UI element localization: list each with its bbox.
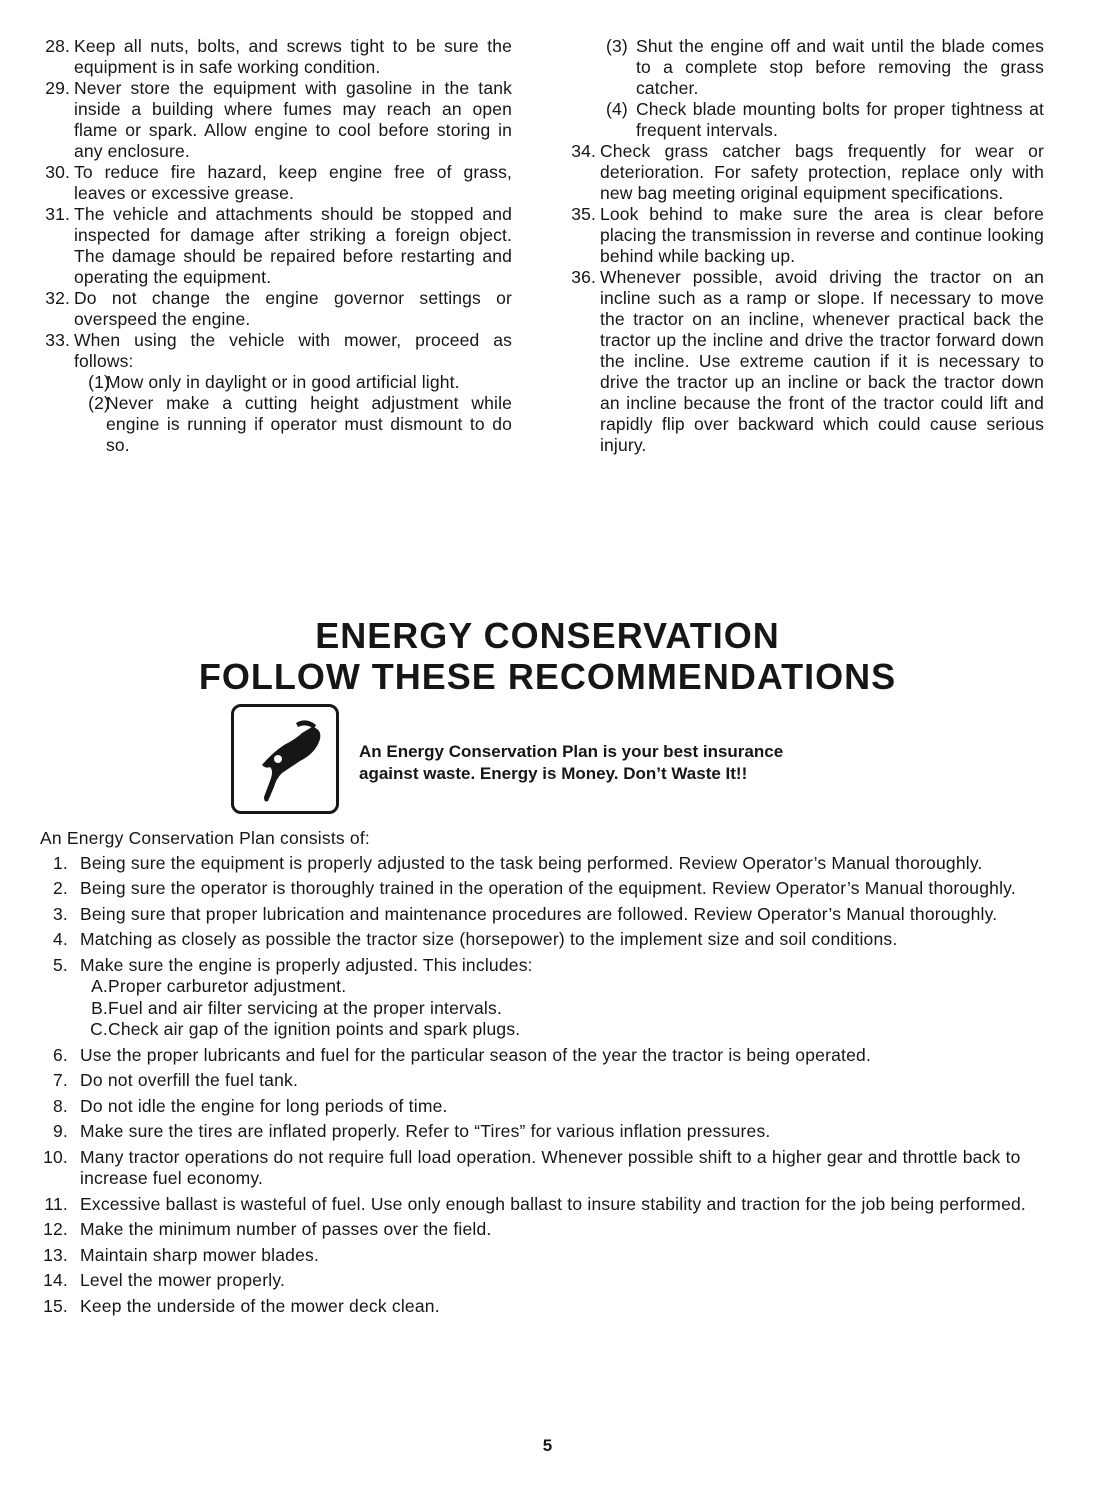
fuel-nozzle-icon <box>240 713 330 805</box>
list-item: 32. Do not change the engine governor settings or overspeed the engine. <box>45 288 512 329</box>
list-item: 33. When using the vehicle with mower, proceed as follows: (1) Mow only in daylight or in good artificial light. (2) Never make a cutting height adjustment while engine is running if operator must dismount to do so. <box>45 330 512 455</box>
list-item: 11. Excessive ballast is wasteful of fuel. Use only enough ballast to insure stability and traction for the job being performed. <box>44 1193 1026 1214</box>
sub-list-item: (3) Shut the engine off and wait until the blade comes to a complete stop before removing the grass catcher. <box>606 36 1044 98</box>
section-subtitle: FOLLOW THESE RECOMMENDATIONS <box>198 656 897 697</box>
right-column <box>560 36 1044 456</box>
sub-list-item: (1) Mow only in daylight or in good artificial light. <box>88 372 460 392</box>
list-item: 9. Make sure the tires are inflated properly. Refer to “Tires” for various inflation pressures. <box>53 1121 771 1141</box>
icon-frame <box>231 704 339 814</box>
continued-subitems <box>560 36 1044 141</box>
sub-list-item: (2) Never make a cutting height adjustment while engine is running if operator must dismount to do so. <box>88 393 512 455</box>
list-item: 12. Make the minimum number of passes over the field. <box>43 1219 492 1239</box>
list-item: 6. Use the proper lubricants and fuel for the particular season of the year the tractor is being operated. <box>53 1044 872 1065</box>
list-item: 35. Look behind to make sure the area is clear before placing the transmission in reverse and continue looking behind while backing up. <box>571 204 1044 266</box>
sub-list <box>80 976 1044 1041</box>
list-item: 31. The vehicle and attachments should be stopped and inspected for damage after striking a foreign object. The damage should be repaired before restarting and operating the equipment. <box>45 204 512 287</box>
list-item: 29. Never store the equipment with gasoline in the tank inside a building where fumes may reach an open flame or spark. Allow engine to cool before storing in any enclosure. <box>45 78 512 161</box>
sub-list-item: (4) Check blade mounting bolts for proper tightness at frequent intervals. <box>606 99 1044 140</box>
list-item: 2. Being sure the operator is thoroughly trained in the operation of the equipment. Review Operator’s Manual thoroughly. <box>53 878 1016 898</box>
list-item: 30. To reduce fire hazard, keep engine free of grass, leaves or excessive grease. <box>45 162 512 203</box>
list-item: 10. Many tractor operations do not require full load operation. Whenever possible shift to a higher gear and throttle back to increase fuel economy. <box>43 1146 1021 1188</box>
list-item: 34. Check grass catcher bags frequently for wear or deterioration. For safety protection, replace only with new bag meeting original equipment specifications. <box>571 141 1044 203</box>
list-item: 4. Matching as closely as possible the tractor size (horsepower) to the implement size and soil conditions. <box>53 929 898 949</box>
list-item: 8. Do not idle the engine for long periods of time. <box>53 1095 448 1116</box>
section-title: ENERGY CONSERVATION <box>315 615 780 656</box>
list-item: 7. Do not overfill the fuel tank. <box>53 1070 299 1090</box>
sub-list-item: A. Proper carburetor adjustment. <box>91 976 347 996</box>
list-item: 14. Level the mower properly. <box>43 1270 286 1290</box>
page-number: 5 <box>542 1436 553 1455</box>
list-item: 3. Being sure that proper lubrication and maintenance procedures are followed. Review Operator’s Manual thoroughly. <box>53 903 998 924</box>
sub-list-item: C. Check air gap of the ignition points and spark plugs. <box>90 1019 521 1039</box>
conservation-plan <box>40 828 1044 1321</box>
left-column <box>34 36 512 456</box>
sub-list-item: B. Fuel and air filter servicing at the proper intervals. <box>91 997 503 1018</box>
list-item: 36. Whenever possible, avoid driving the tractor on an incline such as a ramp or slope. If necessary to move the tractor on an incline, whenever practical back the tractor up the incline and drive the tractor forward down the incline. Use extreme caution if it is necessary to drive the tractor up an incline or back the tractor down an incline because the front of the tractor could lift and rapidly flip over backward which could cause serious injury. <box>571 267 1044 455</box>
list-item: 13. Maintain sharp mower blades. <box>43 1244 320 1265</box>
list-item: 15. Keep the underside of the mower deck clean. <box>43 1295 440 1316</box>
list-item: 28. Keep all nuts, bolts, and screws tight to be sure the equipment is in safe working condition. <box>45 36 512 77</box>
list-item: 5. Make sure the engine is properly adjusted. This includes: A. Proper carburetor adjustment. B. Fuel and air filter servicing at the proper intervals. C. Check air gap of the ignition points and spark plugs. <box>40 955 1044 1041</box>
plan-intro: An Energy Conservation Plan consists of: <box>40 828 370 848</box>
list-item: 1. Being sure the equipment is properly adjusted to the task being performed. Review Operator’s Manual thoroughly. <box>53 852 983 873</box>
callout-text: An Energy Conservation Plan is your best insurance against waste. Energy is Money. Don’t Waste It!! <box>359 742 784 783</box>
